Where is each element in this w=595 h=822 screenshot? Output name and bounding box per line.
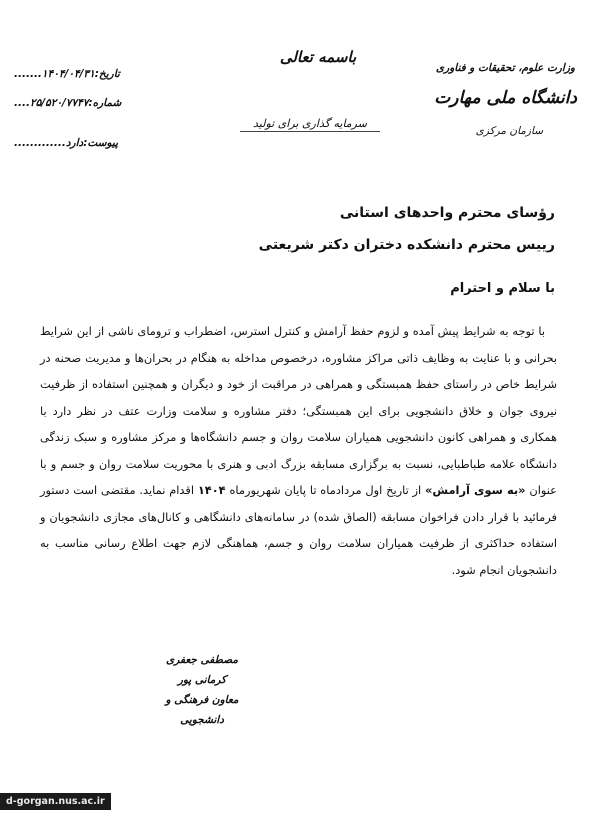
ministry-name: وزارت علوم، تحقیقات و فناوری [435, 62, 575, 74]
letter-attachment: پیوست:دارد............. [14, 137, 119, 149]
attachment-value: دارد [65, 137, 84, 149]
body-part-2: از تاریخ اول مردادماه تا پایان شهریورماه [225, 483, 426, 497]
signature-block [152, 650, 252, 730]
central-organization: سازمان مرکزی [475, 125, 543, 137]
date-value: ۱۴۰۴/۰۴/۳۱ [41, 68, 95, 80]
recipient-line-1: رؤسای محترم واحدهای استانی [339, 205, 555, 221]
greeting: با سلام و احترام [450, 281, 555, 296]
number-label: شماره: [88, 97, 122, 109]
body-part-3: اقدام نماید. مقتضی است دستور فرمائید با قرار دادن فراخوان مسابقه (الصاق شده) در سامانه‌های دانشگاهی و کانال‌های مجازی دانشجویان و استفاده حداکثری از ظرفیت همیاران سلامت روان و جسم، هماهنگی لازم جهت اطلاع رسانی مناسب به دانشجویان انجام شود. [40, 483, 557, 577]
signatory-name: مصطفی جعفری کرمانی پور [166, 654, 238, 686]
letter-date: تاریخ:۱۴۰۴/۰۴/۳۱....... [14, 68, 120, 80]
site-watermark: d-gorgan.nus.ac.ir [0, 793, 111, 810]
date-label: تاریخ: [94, 68, 120, 80]
university-name: دانشگاه ملی مهارت [434, 88, 577, 108]
letter-body [40, 318, 557, 583]
signatory-title: معاون فرهنگی و دانشجویی [165, 694, 239, 726]
body-year: ۱۴۰۴ [197, 483, 226, 497]
body-part-1: با توجه به شرایط پیش آمده و لزوم حفظ آرامش و کنترل استرس، اضطراب و ترومای ناشی از این شرایط بحرانی و با عنایت به وظایف ذاتی مراکز مشاوره، درخصوص مداخله به هنگام در بحران‌ها و مدیریت صحنه در شرایط خاص در راستای حفظ همبستگی و همراهی در مراقبت از خود و دیگران و همچنین استفاده از ظرفیت نیروی جوان و خلاق دانشجویی برای این همبستگی؛ دفتر مشاوره و سلامت وزارت عتف در نظر دارد با همکاری و همراهی کانون دانشجویی همیاران سلامت روان و جسم دانشگاه‌ها و مرکز مشاوره و سبک زندگی دانشگاه علامه طباطبایی، نسبت به برگزاری مسابقه بزرگ ادبی و هنری با محوریت سلامت روان و جسم و با عنوان [40, 324, 557, 497]
number-value: ۲۵/۵۲۰/۷۷۴۷ [29, 97, 89, 109]
year-slogan: سرمایه گذاری برای تولید [253, 117, 367, 130]
bismillah-heading: باسمه تعالی [279, 48, 357, 66]
attachment-label: پیوست: [83, 137, 119, 149]
slogan-underline [240, 131, 380, 132]
recipient-line-2: رییس محترم دانشکده دختران دکتر شریعتی [258, 237, 555, 253]
contest-title: «به سوی آرامش» [425, 483, 526, 497]
letter-number: شماره:۲۵/۵۲۰/۷۷۴۷.... [14, 97, 122, 109]
